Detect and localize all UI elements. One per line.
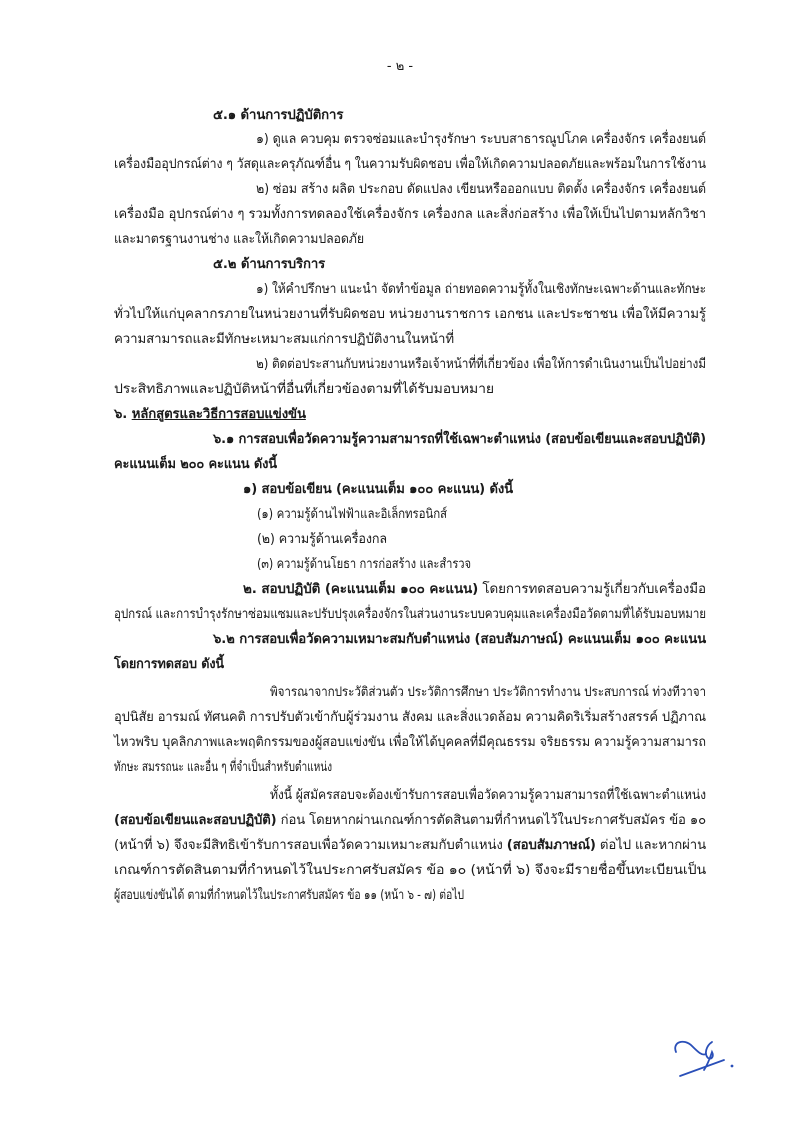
s5-2-item2-line2: ประสิทธิภาพและปฏิบัติหน้าที่อื่นที่เกี่ยวข้องตามที่ได้รับมอบหมาย xyxy=(114,382,494,397)
page-number: - ๒ - xyxy=(386,59,414,74)
s6-2-line1: ๖.๒ การสอบเพื่อวัดความเหมาะสมกับตำแหน่ง (สอบสัมภาษณ์) คะแนนเต็ม ๑๐๐ คะแนน xyxy=(213,632,706,647)
s5-2-item1-line1: ๑) ให้คำปรึกษา แนะนำ จัดทำข้อมูล ถ่ายทอดความรู้ทั้งในเชิงทักษะเฉพาะด้านและทักษะ xyxy=(256,282,706,297)
closing-line2: (สอบข้อเขียนและสอบปฏิบัติ) ก่อน โดยหากผ่านเกณฑ์การตัดสินตามที่กำหนดไว้ในประกาศรับสมัคร ข้อ ๑๐ xyxy=(114,813,706,828)
section-5-1-heading: ๕.๑ ด้านการปฏิบัติการ xyxy=(213,108,344,123)
section-6-heading xyxy=(114,405,306,425)
closing-line4: เกณฑ์การตัดสินตามที่กำหนดไว้ในประกาศรับสมัคร ข้อ ๑๐ (หน้าที่ ๖) จึงจะมีรายชื่อขึ้นทะเบียนเป็น xyxy=(114,863,706,878)
section-5-2-heading: ๕.๒ ด้านการบริการ xyxy=(213,257,326,272)
s5-1-item2-line1: ๒) ซ่อม สร้าง ผลิต ประกอบ ดัดแปลง เขียนหรือออกแบบ ติดตั้ง เครื่องจักร เครื่องยนต์ xyxy=(256,182,706,197)
interview-line2: อุปนิสัย อารมณ์ ทัศนคติ การปรับตัวเข้ากับผู้ร่วมงาน สังคม และสิ่งแวดล้อม ความคิดริเริ่มสร้างสรรค์ ปฏิภาณ xyxy=(114,710,706,725)
written-exam-heading: ๑) สอบข้อเขียน (คะแนนเต็ม ๑๐๐ คะแนน) ดังนี้ xyxy=(243,482,513,497)
s6-2-line2: โดยการทดสอบ ดังนี้ xyxy=(114,657,224,672)
s5-1-item1-line1: ๑) ดูแล ควบคุม ตรวจซ่อมและบำรุงรักษา ระบบสาธารณูปโภค เครื่องจักร เครื่องยนต์ xyxy=(256,132,706,147)
s6-1-line2: คะแนนเต็ม ๒๐๐ คะแนน ดังนี้ xyxy=(114,457,277,472)
interview-line4: ทักษะ สมรรถนะ และอื่น ๆ ที่จำเป็นสำหรับตำแหน่ง xyxy=(114,760,332,775)
s5-2-item1-line2: ทั่วไปให้แก่บุคลากรภายในหน่วยงานที่รับผิดชอบ หน่วยงานราชการ เอกชน และประชาชน เพื่อให้มีความรู้ xyxy=(114,307,706,322)
section-6-title: หลักสูตรและวิธีการสอบแข่งขัน xyxy=(131,407,306,422)
practical-exam-line1: ๒. สอบปฏิบัติ (คะแนนเต็ม ๑๐๐ คะแนน) โดยการทดสอบความรู้เกี่ยวกับเครื่องมือ xyxy=(243,582,706,597)
s5-1-item2-line3: และมาตรฐานงานช่าง และให้เกิดความปลอดภัย xyxy=(114,232,364,247)
written-item-2: (๒) ความรู้ด้านเครื่องกล xyxy=(257,532,387,547)
interview-line1: พิจารณาจากประวัติส่วนตัว ประวัติการศึกษา ประวัติการทำงาน ประสบการณ์ ท่วงทีวาจา xyxy=(270,685,706,700)
s5-1-item1-line2: เครื่องมืออุปกรณ์ต่าง ๆ วัสดุและครุภัณฑ์อื่น ๆ ในความรับผิดชอบ เพื่อให้เกิดความปลอดภัยและพร้อมในการใช้งาน xyxy=(114,157,706,172)
closing-line1: ทั้งนี้ ผู้สมัครสอบจะต้องเข้ารับการสอบเพื่อวัดความรู้ความสามารถที่ใช้เฉพาะตำแหน่ง xyxy=(270,788,706,803)
written-item-3: (๓) ความรู้ด้านโยธา การก่อสร้าง และสำรวจ xyxy=(257,557,471,572)
s5-2-item1-line3: ความสามารถและมีทักษะเหมาะสมแก่การปฏิบัติงานในหน้าที่ xyxy=(114,332,454,347)
interview-line3: ไหวพริบ บุคลิกภาพและพฤติกรรมของผู้สอบแข่งขัน เพื่อให้ได้บุคคลที่มีคุณธรรม จริยธรรม ความรู้ความสามารถ xyxy=(114,735,706,750)
section-6-number: ๖. xyxy=(114,407,128,422)
signature-icon xyxy=(668,1032,738,1082)
s5-2-item2-line1: ๒) ติดต่อประสานกับหน่วยงานหรือเจ้าหน้าที่ที่เกี่ยวข้อง เพื่อให้การดำเนินงานเป็นไปอย่างมี xyxy=(256,357,706,372)
closing-line3: (หน้าที่ ๖) จึงจะมีสิทธิเข้ารับการสอบเพื่อวัดความเหมาะสมกับตำแหน่ง (สอบสัมภาษณ์) ต่อไป และหากผ่าน xyxy=(114,838,706,853)
s6-1-line1: ๖.๑ การสอบเพื่อวัดความรู้ความสามารถที่ใช้เฉพาะตำแหน่ง (สอบข้อเขียนและสอบปฏิบัติ) xyxy=(213,432,706,447)
s5-1-item2-line2: เครื่องมือ อุปกรณ์ต่าง ๆ รวมทั้งการทดลองใช้เครื่องจักร เครื่องกล และสิ่งก่อสร้าง เพื่อให้เป็นไปตามหลักวิชา xyxy=(114,207,706,222)
written-item-1: (๑) ความรู้ด้านไฟฟ้าและอิเล็กทรอนิกส์ xyxy=(257,507,447,522)
practical-exam-line2: อุปกรณ์ และการบำรุงรักษาซ่อมแซมและปรับปรุงเครื่องจักรในส่วนงานระบบควบคุมและเครื่องมือวัดตามที่ได้รับมอบหมาย xyxy=(114,607,706,622)
closing-line5: ผู้สอบแข่งขันได้ ตามที่กำหนดไว้ในประกาศรับสมัคร ข้อ ๑๑ (หน้า ๖ - ๗) ต่อไป xyxy=(114,888,464,903)
